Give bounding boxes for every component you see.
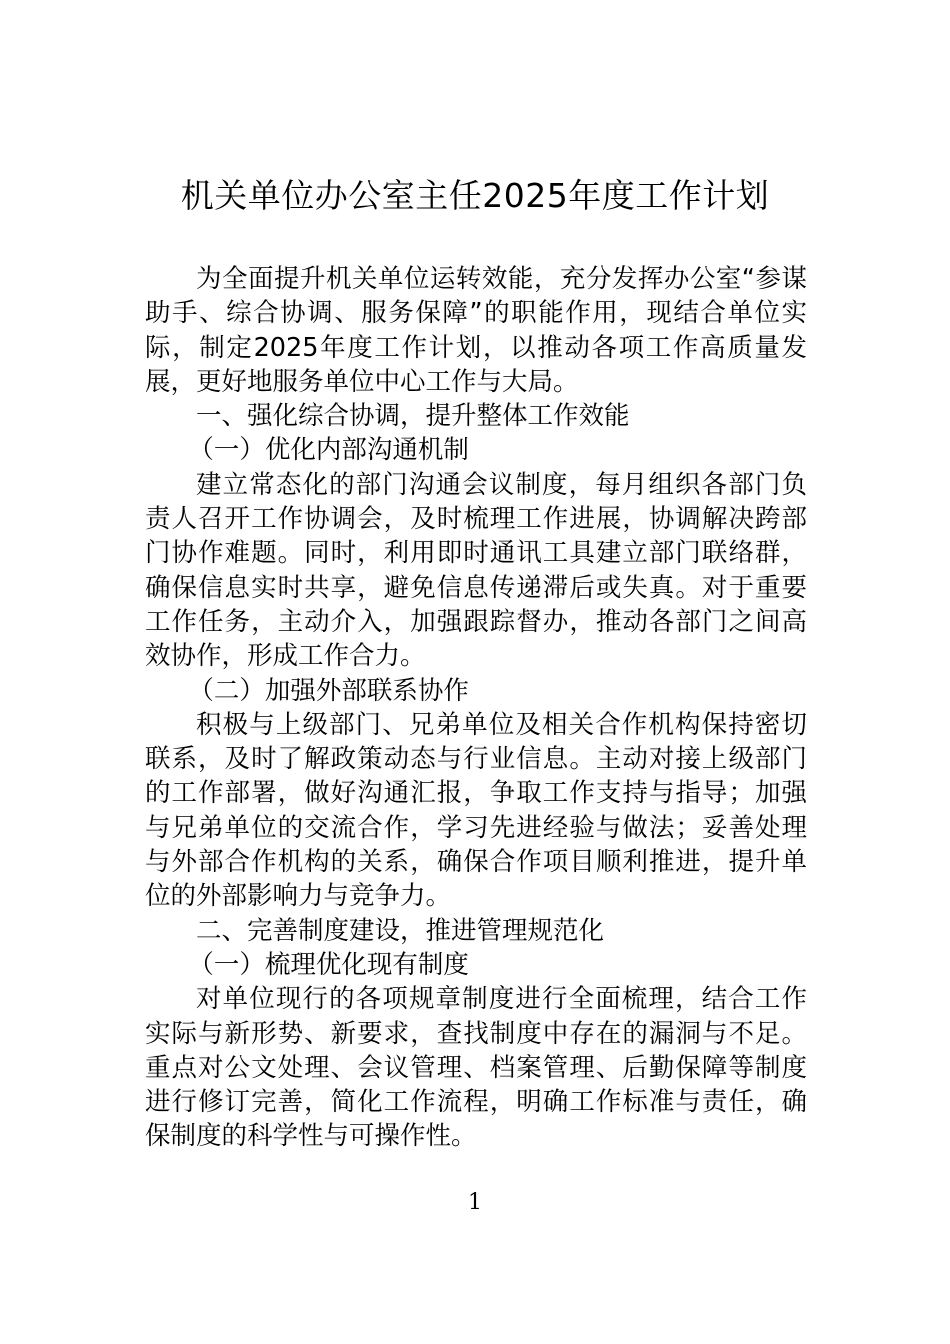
subsection-heading-1-1: （一）优化内部沟通机制 xyxy=(188,435,469,466)
document-body xyxy=(145,262,807,1154)
page-number: 1 xyxy=(468,1190,482,1215)
intro-paragraph: 为全面提升机关单位运转效能，充分发挥办公室“参谋助手、综合协调、服务保障”的职能作用，现结合单位实际，制定2025年度工作计划，以推动各项工作高质量发展，更好地服务单位中心工作与大局。 xyxy=(145,264,807,397)
body-paragraph-1-1: 建立常态化的部门沟通会议制度，每月组织各部门负责人召开工作协调会，及时梳理工作进展，协调解决跨部门协作难题。同时，利用即时通讯工具建立部门联络群，确保信息实时共享，避免信息传递滞后或失真。对于重要工作任务，主动介入，加强跟踪督办，推动各部门之间高效协作，形成工作合力。 xyxy=(145,469,807,672)
body-paragraph-1-2: 积极与上级部门、兄弟单位及相关合作机构保持密切联系，及时了解政策动态与行业信息。主动对接上级部门的工作部署，做好沟通汇报，争取工作支持与指导；加强与兄弟单位的交流合作，学习先进经验与做法；妥善处理与外部合作机构的关系，确保合作项目顺利推进，提升单位的外部影响力与竞争力。 xyxy=(145,709,807,912)
document-title: 机关单位办公室主任2025年度工作计划 xyxy=(180,176,770,215)
subsection-heading-1-2: （二）加强外部联系协作 xyxy=(188,675,469,706)
section-heading-1: 一、强化综合协调，提升整体工作效能 xyxy=(196,401,630,432)
section-heading-2: 二、完善制度建设，推进管理规范化 xyxy=(196,915,605,946)
subsection-heading-2-1: （一）梳理优化现有制度 xyxy=(188,949,469,980)
body-paragraph-2-1: 对单位现行的各项规章制度进行全面梳理，结合工作实际与新形势、新要求，查找制度中存在的漏洞与不足。重点对公文处理、会议管理、档案管理、后勤保障等制度进行修订完善，简化工作流程，明确工作标准与责任，确保制度的科学性与可操作性。 xyxy=(145,984,807,1152)
